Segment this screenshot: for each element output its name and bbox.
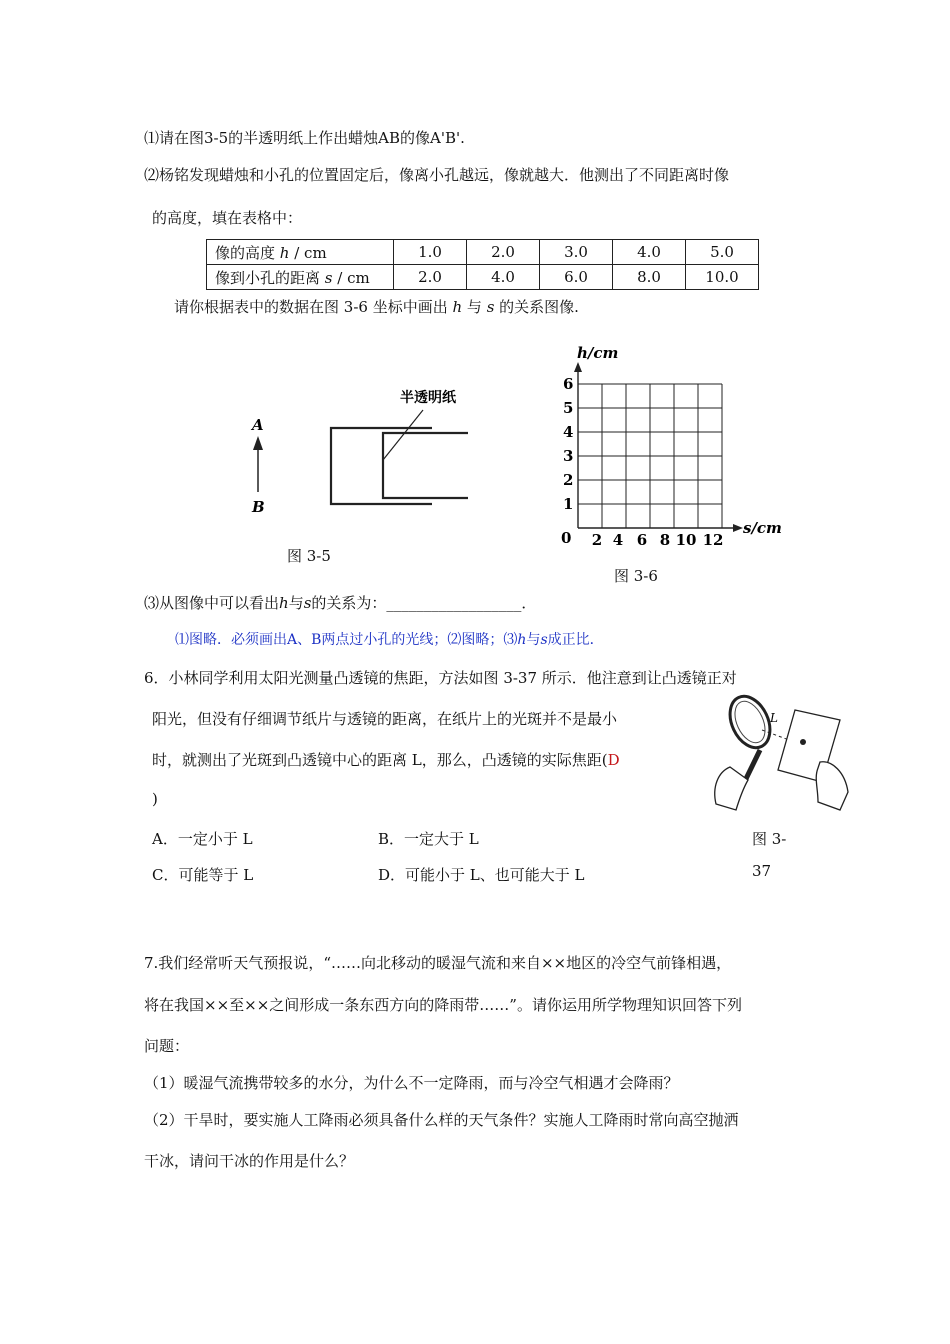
q5-answer: ⑴图略．必须画出A、B两点过小孔的光线；⑵图略；⑶h与s成正比． [175, 632, 604, 648]
left-hand-icon [715, 767, 748, 810]
q6-line2: 阳光，但没有仔细调节纸片与透镜的距离，在纸片上的光斑并不是最小 [152, 710, 618, 728]
paper-label: 半透明纸 [400, 390, 456, 406]
table-row-label: 像的高度 h / cm [207, 240, 394, 265]
option-b: B．一定大于 L [378, 830, 479, 848]
option-d: D．可能小于 L、也可能大于 L [378, 866, 585, 884]
table-cell: 6.0 [540, 265, 613, 290]
y-axis-arrow-icon [574, 362, 582, 372]
table-cell: 5.0 [686, 240, 759, 265]
q5-instruction: 请你根据表中的数据在图 3-6 坐标中画出 h 与 s 的关系图像. [174, 298, 579, 316]
q7-sub2-line1: （2）干旱时，要实施人工降雨必须具备什么样的天气条件？实施人工降雨时常向高空抛洒 [144, 1111, 739, 1129]
table-row-label: 像到小孔的距离 s / cm [207, 265, 394, 290]
q6-line4: ) [152, 790, 158, 808]
table-cell: 2.0 [467, 240, 540, 265]
fig337-caption-line1: 图 3- [752, 830, 787, 848]
x-tick-label: 4 [612, 531, 624, 549]
q6-line1: 6．小林同学利用太阳光测量凸透镜的焦距，方法如图 3-37 所示．他注意到让凸透镜正对 [144, 669, 737, 687]
y-axis-label: h/cm [577, 344, 619, 362]
label-l: L [770, 711, 778, 725]
q5-part2-line2: 的高度，填在表格中： [152, 209, 303, 227]
q7-sub1: （1）暖湿气流携带较多的水分，为什么不一定降雨，而与冷空气相遇才会降雨？ [144, 1074, 679, 1092]
y-tick-label: 2 [563, 471, 574, 489]
table-cell: 4.0 [613, 240, 686, 265]
figure-3-6 [555, 338, 795, 553]
origin-label: 0 [561, 529, 572, 547]
table-cell: 4.0 [467, 265, 540, 290]
y-tick-label: 5 [563, 399, 574, 417]
table-cell: 8.0 [613, 265, 686, 290]
x-tick-label: 10 [675, 531, 697, 549]
magnifier-lens-inner [729, 697, 771, 748]
paper-pointer-line [383, 410, 423, 460]
option-a: A．一定小于 L [152, 830, 253, 848]
table-cell: 1.0 [394, 240, 467, 265]
option-c: C．可能等于 L [152, 866, 254, 884]
q5-part1: ⑴请在图3-5的半透明纸上作出蜡烛AB的像A'B'. [144, 129, 465, 147]
table-row [207, 265, 759, 290]
table-cell: 2.0 [394, 265, 467, 290]
x-axis-label: s/cm [743, 519, 782, 537]
light-spot [800, 739, 806, 745]
y-tick-label: 3 [563, 447, 574, 465]
box-outer [331, 428, 432, 504]
q7-line2: 将在我国××至××之间形成一条东西方向的降雨带……”。请你运用所学物理知识回答下列 [144, 996, 742, 1014]
x-tick-label: 2 [591, 531, 603, 549]
q5-part2-line1: ⑵杨铭发现蜡烛和小孔的位置固定后，像离小孔越远，像就越大．他测出了不同距离时像 [144, 166, 730, 184]
table-row [207, 240, 759, 265]
x-axis-arrow-icon [733, 524, 743, 532]
x-tick-label: 8 [659, 531, 671, 549]
fig36-caption: 图 3-6 [614, 567, 658, 585]
fig35-caption: 图 3-5 [287, 547, 331, 565]
q6-line3: 时，就测出了光斑到凸透镜中心的距离 L，那么，凸透镜的实际焦距(D [152, 751, 620, 769]
x-tick-label: 12 [702, 531, 724, 549]
table-cell: 3.0 [540, 240, 613, 265]
fig337-caption-line2: 37 [752, 862, 772, 880]
label-b: B [252, 498, 265, 516]
right-hand-icon [816, 762, 848, 810]
figure-3-37 [700, 692, 860, 817]
label-a: A [252, 416, 264, 434]
translucent-paper [383, 433, 468, 498]
q7-line1: 7.我们经常听天气预报说，“……向北移动的暖湿气流和来自××地区的冷空气前锋相遇， [144, 954, 732, 972]
data-table [206, 239, 759, 290]
q7-line3: 问题： [144, 1037, 190, 1055]
x-tick-label: 6 [636, 531, 648, 549]
q6-answer: D [607, 751, 620, 769]
y-tick-label: 4 [563, 423, 574, 441]
grid [578, 384, 722, 528]
y-tick-label: 6 [563, 375, 574, 393]
q5-part3: ⑶从图像中可以看出h与s的关系为：__________________． [144, 594, 537, 612]
figure-3-5 [240, 380, 480, 520]
arrow-head-icon [253, 436, 263, 450]
table-cell: 10.0 [686, 265, 759, 290]
q7-sub2-line2: 干冰，请问干冰的作用是什么？ [144, 1152, 355, 1170]
y-tick-label: 1 [563, 495, 574, 513]
